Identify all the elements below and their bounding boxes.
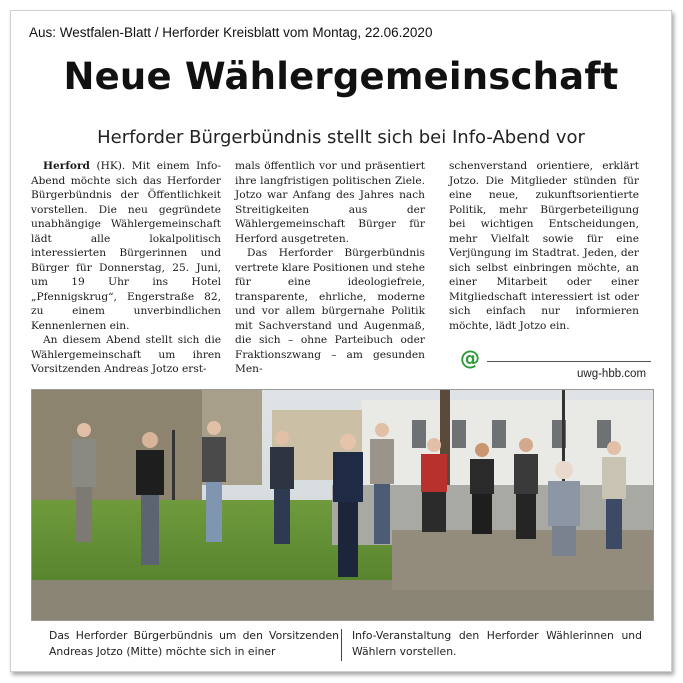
newspaper-clipping (10, 10, 672, 672)
web-divider (487, 361, 651, 362)
dateline-place: Herford (43, 160, 90, 172)
column-3-paragraph-1: schenverstand orientiere, erklärt Jotzo. Die Mitglieder stünden für eine neue, zukunftsorientierte Politik, mehr Bürgerbeteiligung bei wichtigen Entscheidungen, mehr Vielfalt sowie für eine Verjüngung im Stadtrat. Jeden, der sich selbst einbringen möchte, an einer Mitarbeit oder einer Mitgliedschaft interessiert ist oder sich einfach nur informieren möchte, lädt Jotzo ein. (449, 160, 639, 332)
article-column-1 (31, 159, 221, 377)
at-sign-icon: @ (460, 346, 480, 370)
column-1-paragraph-1-text: (HK). Mit einem Info-Abend möchte sich das Herforder Bürgerbündnis der Öffentlichkeit vorstellen. Die neu gegründete unabhängige Wählergemeinschaft lädt alle lokalpolitisch interessierten Bürgerinnen und Bürger für Donnerstag, 25. Juni, um 19 Uhr ins Hotel „Pfennigskrug“, Engerstraße 82, zu einem unverbindlichen Kennenlernen ein. (31, 160, 221, 332)
photo-caption-left: Das Herforder Bürgerbündnis um den Vorsitzenden Andreas Jotzo (Mitte) möchte sich in einer (49, 629, 339, 658)
subheadline: Herforder Bürgerbündnis stellt sich bei Info-Abend vor (97, 127, 585, 148)
group-photo-illustration (32, 390, 653, 620)
group-photo (31, 389, 654, 621)
headline: Neue Wählergemeinschaft (63, 55, 619, 98)
column-2-paragraph-2: Das Herforder Bürgerbündnis vertrete klare Positionen und stehe für eine ideologiefreie, transparente, ehrliche, moderne und vor allem bürgernahe Politik mit Sachverstand und Augenmaß, die sich – ohne Parteibuch oder Fraktionszwang – am gesunden Men- (235, 247, 425, 375)
source-line: Aus: Westfalen-Blatt / Herforder Kreisblatt vom Montag, 22.06.2020 (29, 25, 433, 40)
column-2-paragraph-1: mals öffentlich vor und präsentiert ihre langfristigen politischen Ziele. Jotzo war Anfang des Jahres nach Streitigkeiten aus der Wählergemeinschaft Bürger für Herford ausgetreten. (235, 160, 425, 245)
article-column-3 (449, 159, 639, 333)
caption-divider (341, 629, 342, 661)
website-url[interactable]: uwg-hbb.com (577, 368, 647, 380)
column-1-paragraph-1 (31, 159, 221, 333)
column-1-paragraph-2: An diesem Abend stellt sich die Wählergemeinschaft um ihren Vorsitzenden Andreas Jotzo erst- (31, 334, 221, 375)
article-column-2 (235, 159, 425, 377)
photo-caption-right: Info-Veranstaltung den Herforder Wählerinnen und Wählern vorstellen. (352, 629, 642, 658)
